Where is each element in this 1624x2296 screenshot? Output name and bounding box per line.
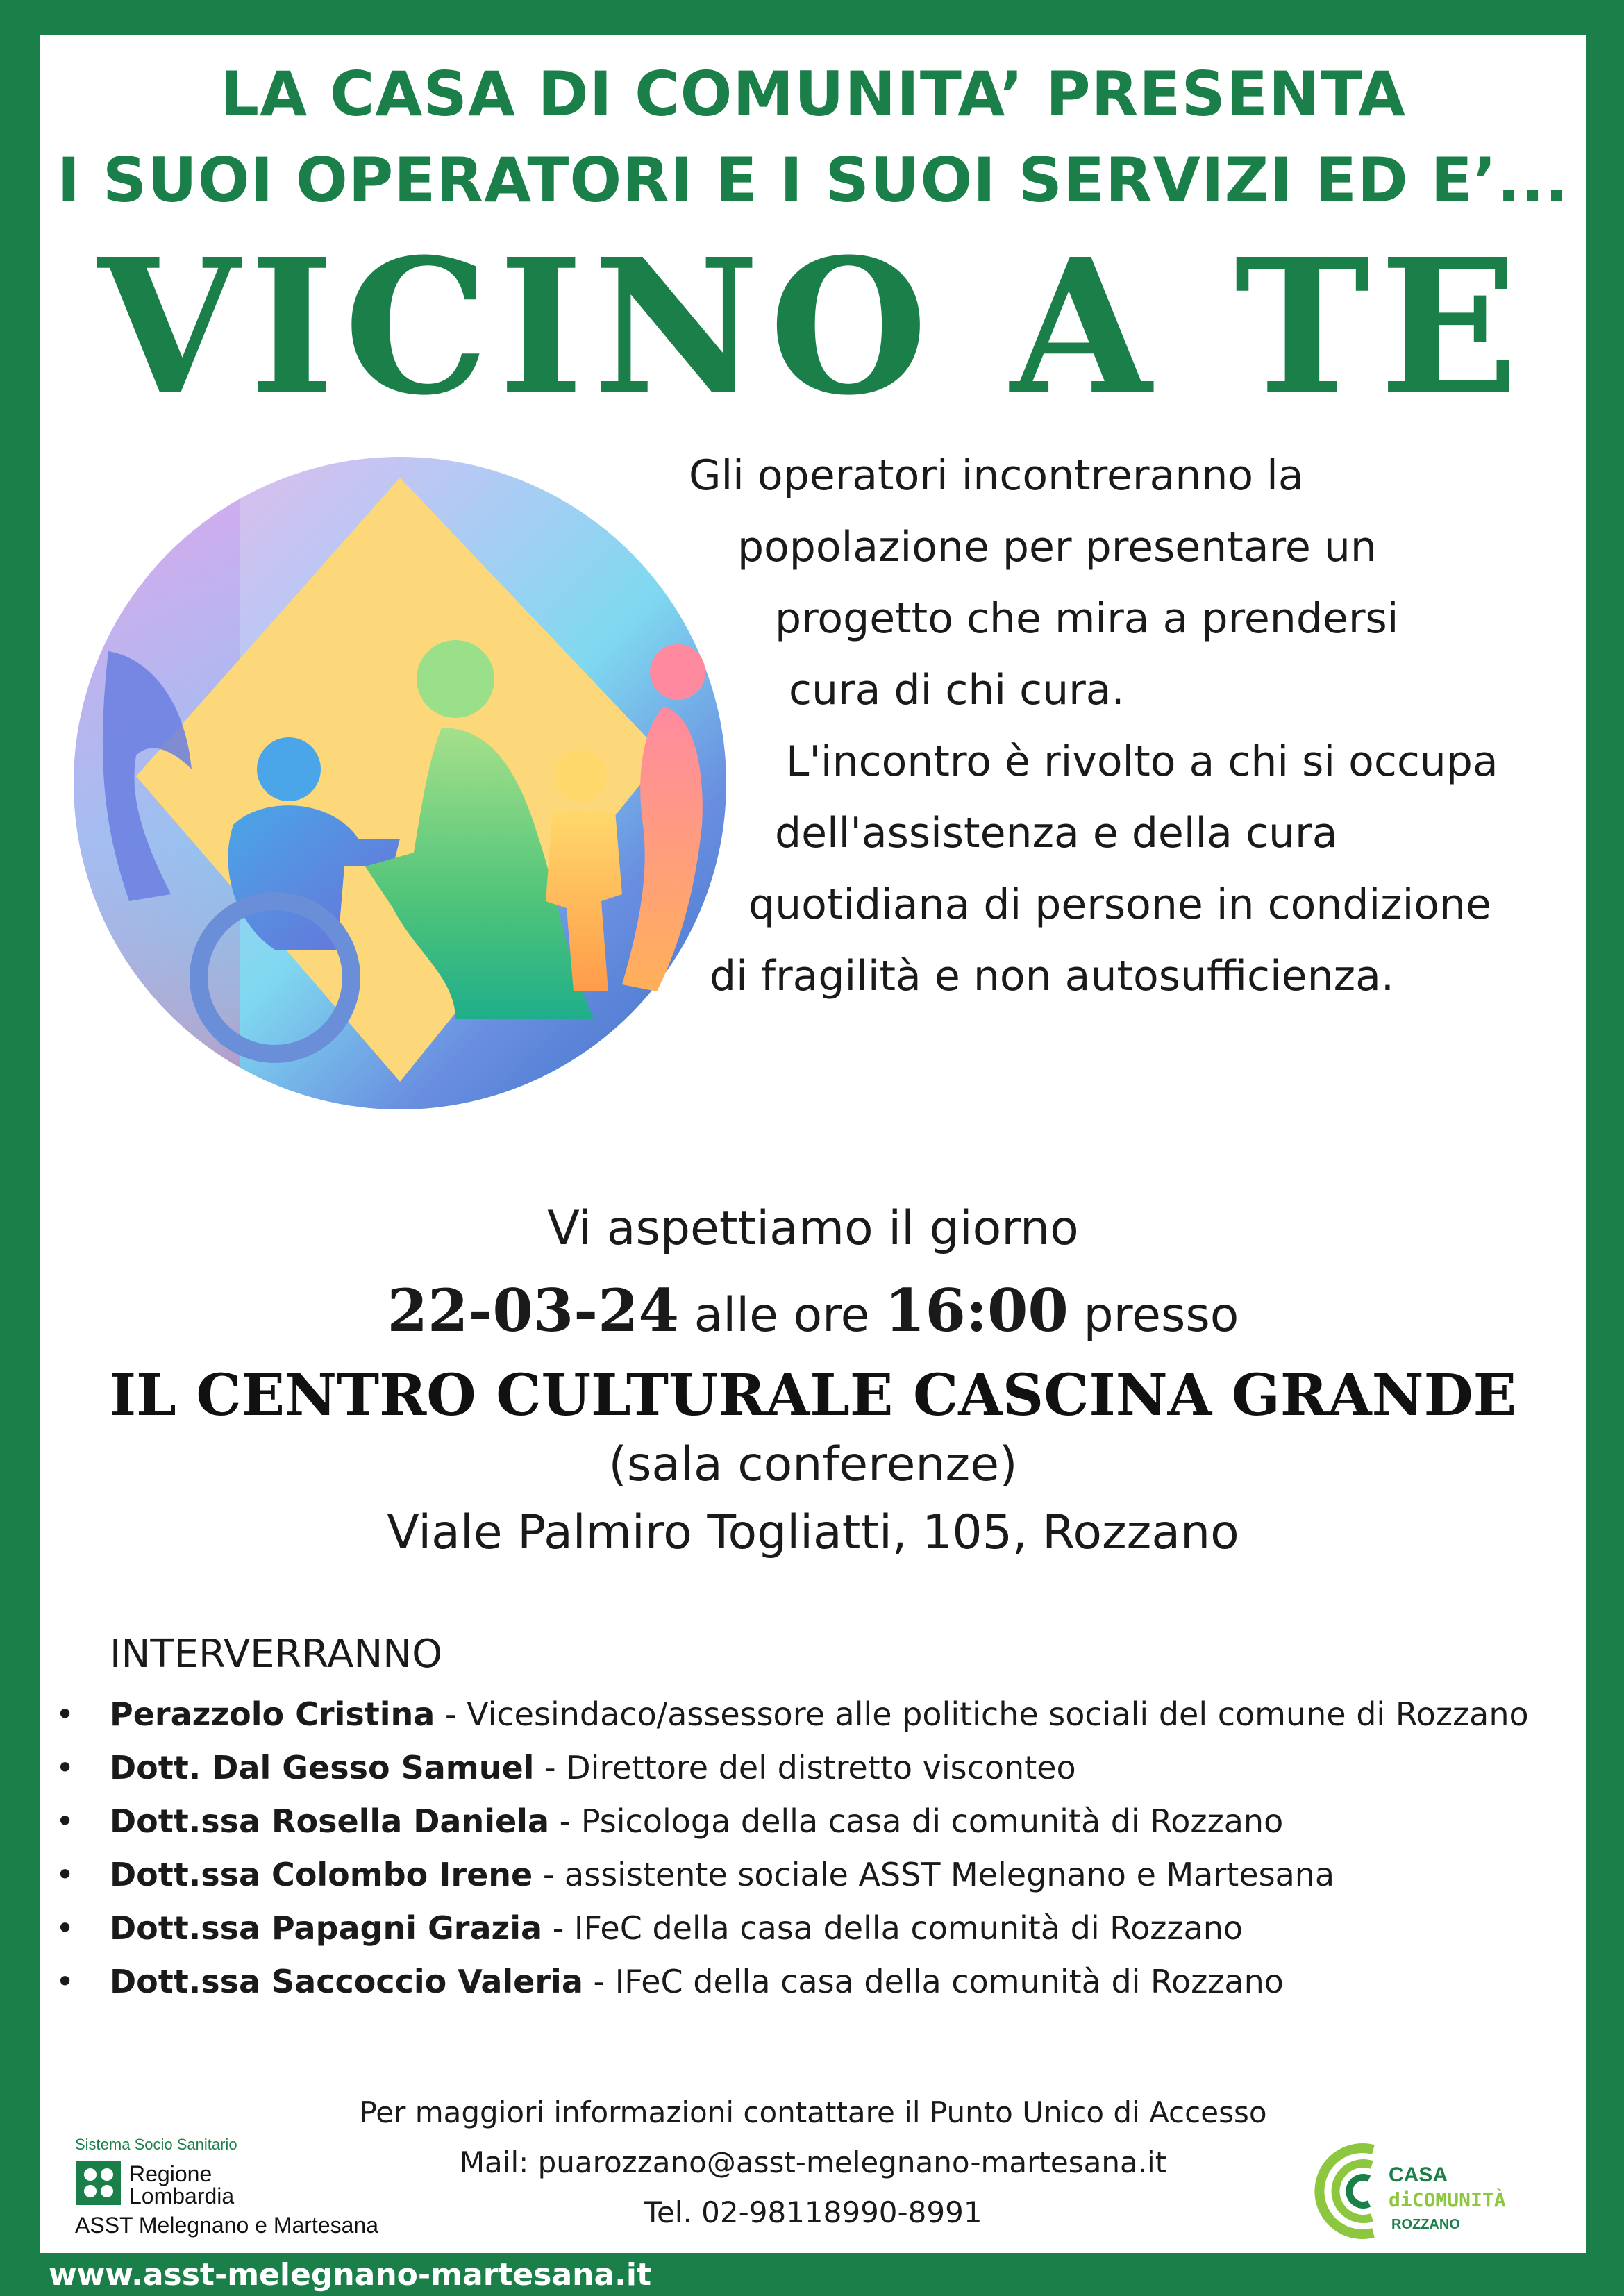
casa-comunita-logo [1290,2129,1582,2254]
logo-system-text: Sistema Socio Sanitario [75,2136,237,2153]
event-time-suffix: presso [1083,1288,1239,1343]
description-line: dell'assistenza e della cura [775,809,1338,857]
speaker-name: Dott.ssa Rosella Daniela [110,1802,549,1840]
speaker-role: - Psicologa della casa di comunità di Rozzano [549,1802,1284,1840]
logo-asst-name: ASST Melegnano e Martesana [75,2213,378,2238]
bullet: • [56,1909,75,1947]
speaker-role: - IFeC della casa della comunità di Rozzano [583,1963,1284,2000]
speaker-name: Dott.ssa Saccoccio Valeria [110,1963,583,2000]
contact-mail: Mail: puarozzano@asst-melegnano-martesana.it [459,2145,1167,2179]
main-title: VICINO A TE [98,217,1528,437]
bullet: • [56,1749,75,1786]
event-date-time [40,1276,1586,1345]
event-date: 22-03-24 [387,1276,679,1345]
description-line: L'incontro è rivolto a chi si occupa [786,737,1498,786]
bullet: • [56,1963,75,2000]
description-line: Gli operatori incontreranno la [689,451,1304,500]
speaker-item [56,1909,1243,1947]
bullet: • [56,1802,75,1840]
event-time-prefix: alle ore [694,1288,870,1343]
description-line: di fragilità e non autosufficienza. [710,952,1394,1000]
speaker-role: - IFeC della casa della comunità di Rozzano [542,1909,1244,1947]
speaker-name: Dott. Dal Gesso Samuel [110,1749,535,1786]
header-line-2: I SUOI OPERATORI E I SUOI SERVIZI ED E’... [57,144,1569,216]
logo-casa: CASA [1389,2163,1448,2186]
regione-lombardia-logo [57,2130,474,2241]
logo-rozzano: ROZZANO [1391,2217,1460,2232]
speaker-name: Dott.ssa Colombo Irene [110,1856,533,1893]
description-line: progetto che mira a prendersi [775,594,1399,643]
speaker-item [56,1802,1283,1840]
speaker-name: Dott.ssa Papagni Grazia [110,1909,543,1947]
poster-content [40,35,1586,2253]
logo-comunita: diCOMUNITÀ [1389,2188,1506,2211]
logo-region-1: Regione [129,2161,212,2186]
community-care-illustration [67,450,733,1116]
speaker-role: - Vicesindaco/assessore alle politiche sociali del comune di Rozzano [435,1695,1529,1733]
contact-intro: Per maggiori informazioni contattare il Punto Unico di Accesso [359,2095,1267,2129]
bullet: • [56,1856,75,1893]
event-room: (sala conferenze) [608,1437,1018,1492]
speaker-item [56,1963,1284,2000]
event-time: 16:00 [885,1276,1069,1345]
bullet: • [56,1695,75,1733]
speaker-role: - assistente sociale ASST Melegnano e Martesana [533,1856,1335,1893]
header-line-1: LA CASA DI COMUNITA’ PRESENTA [220,58,1406,130]
logo-region-2: Lombardia [129,2184,235,2209]
speaker-role: - Direttore del distretto visconteo [534,1749,1076,1786]
event-address: Viale Palmiro Togliatti, 105, Rozzano [387,1505,1239,1560]
event-venue: IL CENTRO CULTURALE CASCINA GRANDE [109,1362,1517,1429]
event-intro: Vi aspettiamo il giorno [547,1201,1079,1256]
speaker-item [56,1695,1529,1733]
speakers-heading: INTERVERRANNO [110,1632,443,1677]
speaker-item [56,1749,1076,1786]
description-line: popolazione per presentare un [737,523,1377,571]
contact-phone: Tel. 02-98118990-8991 [644,2195,982,2229]
description-line: quotidiana di persone in condizione [748,880,1491,929]
website-link[interactable]: www.asst-melegnano-martesana.it [49,2257,651,2293]
description-line: cura di chi cura. [789,666,1125,714]
speaker-item [56,1856,1334,1893]
speaker-name: Perazzolo Cristina [110,1695,435,1733]
